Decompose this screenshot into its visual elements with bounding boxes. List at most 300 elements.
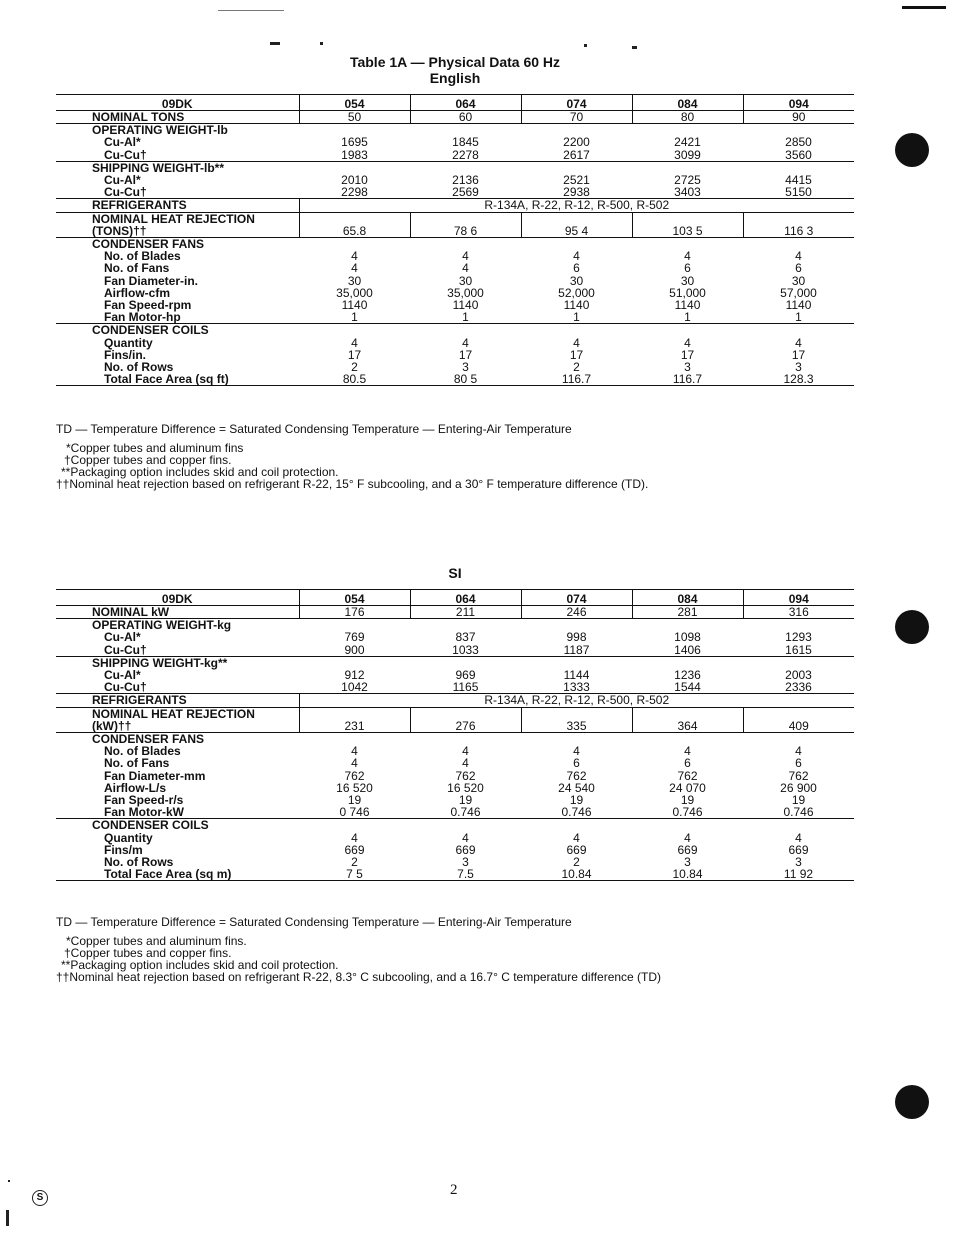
value-cell: 50 <box>299 111 410 124</box>
value-cell <box>299 161 410 199</box>
table-subtitle: English <box>429 70 481 86</box>
row-label <box>56 619 299 657</box>
table-row <box>56 694 854 707</box>
value-cell <box>299 656 410 694</box>
value-line: 1544 <box>674 680 701 695</box>
value-cell: 176 <box>299 606 410 619</box>
value-cell <box>743 619 854 657</box>
value-line: 19 <box>680 793 695 808</box>
header-model: 09DK <box>56 95 299 111</box>
row-sublabel: Fan Speed-rpm <box>104 298 192 313</box>
table-row <box>56 619 854 657</box>
corner-rule <box>902 6 946 9</box>
row-heading: OPERATING WEIGHT-kg <box>92 618 232 633</box>
value-line: 4 <box>462 744 469 759</box>
value-cell: 65.8 <box>299 212 410 237</box>
value-line: 26 900 <box>780 780 817 795</box>
header-064: 064 <box>410 95 521 111</box>
value-cell <box>521 733 632 819</box>
table-row <box>56 212 854 237</box>
value-line: 2938 <box>563 185 590 200</box>
value-line: 3 <box>684 360 691 375</box>
value-line: 2617 <box>563 147 590 162</box>
value-cell: 316 <box>743 606 854 619</box>
value-line: 30 <box>680 273 695 288</box>
value-cell: 409 <box>743 707 854 732</box>
value-line: 762 <box>788 768 809 783</box>
value-cell <box>632 124 743 162</box>
value-line: 2725 <box>674 173 701 188</box>
value-cell <box>299 819 410 881</box>
value-cell <box>410 324 521 386</box>
table-row <box>56 199 854 212</box>
value-line: 1098 <box>674 630 701 645</box>
value-line: 16 520 <box>447 780 484 795</box>
value-cell <box>299 124 410 162</box>
value-line: 24 540 <box>558 780 595 795</box>
row-heading: REFRIGERANTS <box>92 198 187 213</box>
value-line: 1 <box>684 310 691 325</box>
value-line: 17 <box>680 347 695 362</box>
value-line: 0.746 <box>561 805 592 820</box>
value-line: 2421 <box>674 135 701 150</box>
row-sublabel: Cu-Al* <box>104 630 141 645</box>
value-cell <box>410 733 521 819</box>
value-line: 2336 <box>785 680 812 695</box>
value-line: 3 <box>462 855 469 870</box>
row-sublabel: No. of Rows <box>104 360 174 375</box>
row-heading: SHIPPING WEIGHT-lb** <box>92 160 225 175</box>
value-line: 1615 <box>785 642 812 657</box>
value-cell <box>632 619 743 657</box>
value-line: 4 <box>795 249 802 264</box>
value-line: 128.3 <box>783 372 814 387</box>
row-sublabel: Fins/in. <box>104 347 146 362</box>
value-line: 30 <box>569 273 584 288</box>
value-cell: 78 6 <box>410 212 521 237</box>
value-line: 30 <box>791 273 806 288</box>
value-line: 998 <box>566 630 587 645</box>
value-line: 4 <box>462 830 469 845</box>
row-sublabel: No. of Rows <box>104 855 174 870</box>
value-cell <box>743 238 854 324</box>
registered-logo: S <box>32 1190 48 1206</box>
value-line: 2569 <box>452 185 479 200</box>
value-line: 1695 <box>341 135 368 150</box>
row-sublabel: Cu-Cu† <box>104 642 147 657</box>
table-row <box>56 656 854 694</box>
table-row <box>56 111 854 124</box>
table-row <box>56 819 854 881</box>
row-heading: CONDENSER FANS <box>92 237 205 252</box>
table-row <box>56 707 854 732</box>
row-sublabel: Fan Motor-kW <box>104 805 184 820</box>
value-cell <box>743 733 854 819</box>
value-line: 1333 <box>563 680 590 695</box>
value-line: 3 <box>462 360 469 375</box>
table-row <box>56 733 854 819</box>
value-line: 1042 <box>341 680 368 695</box>
value-line: 16 520 <box>336 780 373 795</box>
row-heading: CONDENSER COILS <box>92 323 209 338</box>
english-table-body <box>56 111 854 386</box>
value-line: 4 <box>795 830 802 845</box>
value-line: 762 <box>344 768 365 783</box>
value-cell <box>410 124 521 162</box>
value-line: 1140 <box>563 298 590 313</box>
value-line: 4 <box>351 249 358 264</box>
value-line: 17 <box>569 347 584 362</box>
row-label <box>56 324 299 386</box>
table-row <box>56 238 854 324</box>
value-line: 1140 <box>785 298 812 313</box>
value-line: 57,000 <box>780 285 817 300</box>
value-line: 4 <box>684 335 691 350</box>
footnote: †Copper tubes and copper fins. <box>64 453 232 467</box>
scan-speck <box>584 44 587 47</box>
header-094: 094 <box>743 95 854 111</box>
value-line: 4 <box>795 744 802 759</box>
value-cell: 246 <box>521 606 632 619</box>
value-line: 669 <box>455 842 476 857</box>
value-line: 0.746 <box>783 805 814 820</box>
row-sublabel: Fins/m <box>104 842 143 857</box>
value-cell: 364 <box>632 707 743 732</box>
row-sublabel: Fan Speed-r/s <box>104 793 184 808</box>
value-line: 116.7 <box>672 372 703 387</box>
value-cell: 211 <box>410 606 521 619</box>
value-line: 2003 <box>785 668 812 683</box>
value-line: 4 <box>351 756 358 771</box>
row-sublabel: Fan Diameter-mm <box>104 768 206 783</box>
value-line: 0.746 <box>450 805 481 820</box>
value-line: 4 <box>795 335 802 350</box>
value-line: 4 <box>573 335 580 350</box>
footnote: *Copper tubes and aluminum fins. <box>66 934 247 948</box>
row-heading: NOMINAL TONS <box>92 110 185 124</box>
row-sublabel: Quantity <box>104 335 153 350</box>
value-line: 4 <box>573 744 580 759</box>
value-cell <box>410 161 521 199</box>
value-cell <box>410 238 521 324</box>
value-line: 0.746 <box>672 805 703 820</box>
row-sublabel: Fan Motor-hp <box>104 310 181 325</box>
header-064: 064 <box>410 590 521 606</box>
footnote: ††Nominal heat rejection based on refrigerant R-22, 8.3° C subcooling, and a 16.7° C temperature difference (TD) <box>56 970 662 984</box>
english-title-block <box>0 54 910 86</box>
header-094: 094 <box>743 590 854 606</box>
value-cell <box>632 656 743 694</box>
row-label <box>56 111 299 124</box>
header-model: 09DK <box>56 590 299 606</box>
row-sublabel: Cu-Cu† <box>104 185 147 200</box>
value-cell <box>521 619 632 657</box>
value-cell <box>521 124 632 162</box>
value-line: 30 <box>347 273 362 288</box>
value-line: 80 5 <box>453 372 478 387</box>
value-line: 1144 <box>563 668 590 683</box>
row-sublabel: Total Face Area (sq m) <box>104 867 232 882</box>
value-line: 4 <box>462 335 469 350</box>
value-line: 35,000 <box>336 285 373 300</box>
header-074: 074 <box>521 590 632 606</box>
value-cell <box>521 819 632 881</box>
value-line: 1845 <box>452 135 479 150</box>
value-line: 1 <box>351 310 358 325</box>
value-cell <box>743 819 854 881</box>
si-data-table <box>56 589 854 881</box>
row-label <box>56 161 299 199</box>
value-line: 10.84 <box>561 867 592 882</box>
row-heading: SHIPPING WEIGHT-kg** <box>92 655 228 670</box>
value-cell <box>299 324 410 386</box>
row-heading: REFRIGERANTS <box>92 693 187 708</box>
value-line: 900 <box>344 642 365 657</box>
header-084: 084 <box>632 95 743 111</box>
row-sublabel: Cu-Al* <box>104 668 141 683</box>
value-line: 7.5 <box>457 867 474 882</box>
table-title: Table 1A — Physical Data 60 Hz <box>349 54 561 70</box>
value-line: 2200 <box>563 135 590 150</box>
row-sublabel: Cu-Al* <box>104 173 141 188</box>
english-data-table <box>56 94 854 386</box>
value-line: 762 <box>677 768 698 783</box>
value-cell: 335 <box>521 707 632 732</box>
td-note: TD — Temperature Difference = Saturated Condensing Temperature — Entering-Air Temperature <box>56 422 572 436</box>
value-line: 17 <box>458 347 473 362</box>
value-line: 762 <box>566 768 587 783</box>
value-line: 1140 <box>452 298 479 313</box>
value-line: 6 <box>684 756 691 771</box>
value-cell <box>632 324 743 386</box>
row-label <box>56 199 299 212</box>
value-cell <box>632 238 743 324</box>
value-line: 6 <box>684 261 691 276</box>
value-line: 4 <box>684 744 691 759</box>
value-line: 6 <box>573 756 580 771</box>
row-label <box>56 656 299 694</box>
value-line: 116.7 <box>561 372 592 387</box>
value-line: 19 <box>347 793 362 808</box>
binder-hole <box>895 133 929 167</box>
value-line: 969 <box>455 668 476 683</box>
table-header-row <box>56 95 854 111</box>
row-sublabel: Cu-Cu† <box>104 680 147 695</box>
value-line: 912 <box>344 668 365 683</box>
value-line: 3403 <box>674 185 701 200</box>
value-line: 4 <box>573 830 580 845</box>
value-cell: 95 4 <box>521 212 632 237</box>
scan-speck <box>8 1180 10 1182</box>
value-line: 3560 <box>785 147 812 162</box>
value-line: 4 <box>351 261 358 276</box>
table-row <box>56 606 854 619</box>
span-cell: R-134A, R-22, R-12, R-500, R-502 <box>299 199 854 212</box>
footnote: †Copper tubes and copper fins. <box>64 946 232 960</box>
td-note: TD — Temperature Difference = Saturated Condensing Temperature — Entering-Air Temperature <box>56 915 572 929</box>
row-heading: CONDENSER COILS <box>92 818 209 833</box>
value-line: 10.84 <box>672 867 703 882</box>
value-cell: 103 5 <box>632 212 743 237</box>
binder-hole <box>895 610 929 644</box>
value-line: 6 <box>573 261 580 276</box>
value-line: 4 <box>462 756 469 771</box>
value-line: 1140 <box>674 298 701 313</box>
row-heading-cont: (TONS)†† <box>92 223 147 238</box>
page-number: 2 <box>450 1182 458 1198</box>
row-sublabel: Quantity <box>104 830 153 845</box>
value-line: 669 <box>677 842 698 857</box>
value-line: 2 <box>573 360 580 375</box>
si-notes <box>56 916 661 983</box>
footnote: *Copper tubes and aluminum fins <box>66 441 244 455</box>
value-cell <box>521 324 632 386</box>
value-line: 4 <box>573 249 580 264</box>
english-notes <box>56 423 648 490</box>
value-line: 4415 <box>785 173 812 188</box>
value-line: 3 <box>795 855 802 870</box>
value-cell <box>521 656 632 694</box>
value-line: 1140 <box>341 298 368 313</box>
value-line: 30 <box>458 273 473 288</box>
value-line: 4 <box>462 261 469 276</box>
value-line: 80.5 <box>342 372 367 387</box>
value-line: 2136 <box>452 173 479 188</box>
value-line: 669 <box>344 842 365 857</box>
value-cell <box>410 656 521 694</box>
table-row <box>56 124 854 162</box>
value-line: 6 <box>795 261 802 276</box>
value-cell <box>410 819 521 881</box>
value-cell: 116 3 <box>743 212 854 237</box>
value-line: 4 <box>351 335 358 350</box>
value-line: 5150 <box>785 185 812 200</box>
header-074: 074 <box>521 95 632 111</box>
row-heading: OPERATING WEIGHT-lb <box>92 123 228 138</box>
value-cell <box>743 124 854 162</box>
value-cell <box>743 161 854 199</box>
value-cell: 70 <box>521 111 632 124</box>
value-line: 1 <box>462 310 469 325</box>
value-line: 2298 <box>341 185 368 200</box>
footnote: **Packaging option includes skid and coil protection. <box>61 465 339 479</box>
value-cell <box>299 238 410 324</box>
scan-speck <box>6 1210 9 1226</box>
binder-hole <box>895 1085 929 1119</box>
value-cell: 276 <box>410 707 521 732</box>
value-cell: 80 <box>632 111 743 124</box>
row-label <box>56 707 299 732</box>
value-line: 669 <box>788 842 809 857</box>
value-line: 4 <box>462 249 469 264</box>
value-line: 17 <box>347 347 362 362</box>
row-label <box>56 694 299 707</box>
table-header-row <box>56 590 854 606</box>
top-rule <box>218 10 284 11</box>
row-label <box>56 733 299 819</box>
value-line: 1236 <box>674 668 701 683</box>
value-line: 2 <box>351 855 358 870</box>
row-sublabel: No. of Fans <box>104 261 170 276</box>
value-line: 17 <box>791 347 806 362</box>
value-line: 1406 <box>674 642 701 657</box>
header-054: 054 <box>299 95 410 111</box>
value-line: 837 <box>455 630 476 645</box>
row-sublabel: Airflow-L/s <box>104 780 166 795</box>
si-table-body <box>56 606 854 881</box>
value-line: 3 <box>795 360 802 375</box>
value-cell <box>632 733 743 819</box>
value-cell <box>521 161 632 199</box>
si-table-title: SI <box>448 565 462 581</box>
value-line: 51,000 <box>669 285 706 300</box>
value-cell: 231 <box>299 707 410 732</box>
value-line: 1 <box>795 310 802 325</box>
value-line: 19 <box>458 793 473 808</box>
row-label <box>56 124 299 162</box>
scan-speck <box>320 42 323 45</box>
value-cell <box>299 733 410 819</box>
value-line: 2 <box>573 855 580 870</box>
value-line: 762 <box>455 768 476 783</box>
value-line: 19 <box>791 793 806 808</box>
value-cell: 90 <box>743 111 854 124</box>
value-line: 24 070 <box>669 780 706 795</box>
row-sublabel: Fan Diameter-in. <box>104 273 199 288</box>
value-line: 0 746 <box>339 805 370 820</box>
row-sublabel: Total Face Area (sq ft) <box>104 372 229 387</box>
scan-speck <box>632 46 637 49</box>
value-line: 3 <box>684 855 691 870</box>
scan-speck <box>270 42 280 45</box>
value-line: 1 <box>573 310 580 325</box>
value-line: 4 <box>684 249 691 264</box>
row-sublabel: No. of Blades <box>104 249 181 264</box>
footnote: ††Nominal heat rejection based on refrigerant R-22, 15° F subcooling, and a 30° F temperature difference (TD). <box>56 477 649 491</box>
value-line: 7 5 <box>346 867 363 882</box>
value-line: 4 <box>351 744 358 759</box>
table-row <box>56 161 854 199</box>
value-line: 1187 <box>563 642 590 657</box>
row-heading: NOMINAL HEAT REJECTION <box>92 211 255 226</box>
row-sublabel: No. of Blades <box>104 744 181 759</box>
value-line: 4 <box>684 830 691 845</box>
value-line: 2010 <box>341 173 368 188</box>
value-line: 1983 <box>341 147 368 162</box>
value-line: 11 92 <box>783 867 814 882</box>
value-cell <box>743 656 854 694</box>
value-line: 19 <box>569 793 584 808</box>
row-label <box>56 238 299 324</box>
value-cell <box>632 819 743 881</box>
value-cell <box>632 161 743 199</box>
value-line: 52,000 <box>558 285 595 300</box>
row-sublabel: Cu-Cu† <box>104 147 147 162</box>
value-line: 1293 <box>785 630 812 645</box>
footnote: **Packaging option includes skid and coil protection. <box>61 958 339 972</box>
value-cell <box>521 238 632 324</box>
value-line: 35,000 <box>447 285 484 300</box>
row-sublabel: Cu-Al* <box>104 135 141 150</box>
table-row <box>56 324 854 386</box>
value-line: 2 <box>351 360 358 375</box>
row-heading: NOMINAL HEAT REJECTION <box>92 706 255 721</box>
value-line: 769 <box>344 630 365 645</box>
value-cell <box>299 619 410 657</box>
value-line: 2850 <box>785 135 812 150</box>
value-line: 2521 <box>563 173 590 188</box>
row-label <box>56 819 299 881</box>
